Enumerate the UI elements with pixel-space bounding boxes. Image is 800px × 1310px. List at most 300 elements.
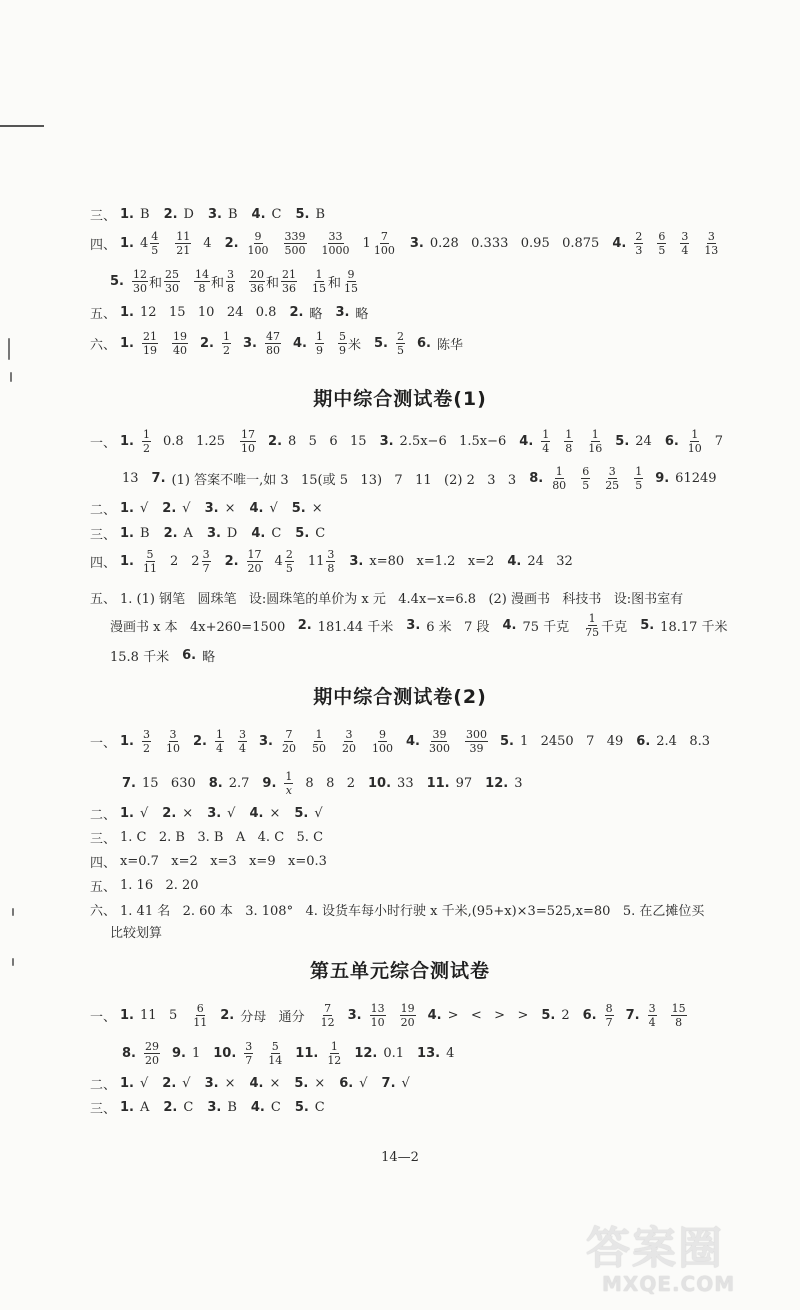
answer-value: × <box>182 806 194 821</box>
question-number: 10. <box>368 776 392 791</box>
question-number: 4. <box>502 618 517 633</box>
answer-row-si <box>90 548 730 575</box>
answer-row-yi <box>90 728 730 755</box>
question-number: 4. <box>427 1008 442 1023</box>
watermark-text: 答案圈 <box>586 1223 724 1274</box>
section-lead: 三、 <box>90 1102 117 1117</box>
numerator: 13 <box>370 1002 385 1015</box>
numerator: 21 <box>143 330 157 343</box>
question-number: 2. <box>200 336 214 351</box>
numerator: 3 <box>327 548 335 561</box>
numerator: 47 <box>265 330 280 343</box>
numerator: 3 <box>202 548 210 561</box>
question-number: 3. <box>207 1100 222 1115</box>
question-number: 2. <box>163 526 178 541</box>
denominator: 15 <box>344 282 359 295</box>
answer-text: 比较划算 <box>110 926 163 941</box>
numerator: 6 <box>582 465 590 478</box>
scan-speck <box>12 908 14 916</box>
question-number: 4. <box>612 236 627 251</box>
question-number: 3. <box>207 806 222 821</box>
question-number: 2. <box>224 236 239 251</box>
answer-value: D <box>183 207 194 222</box>
section-lead: 三、 <box>90 209 117 224</box>
numerator: 1 <box>635 465 643 478</box>
numerator: 300 <box>465 728 487 741</box>
fraction <box>285 548 294 575</box>
answer-value: 4 <box>446 1046 455 1061</box>
fraction <box>247 548 263 575</box>
numerator: 1 <box>555 465 563 478</box>
question-number: 3. <box>349 554 364 569</box>
question-number: 1. <box>120 1100 134 1115</box>
denominator: 7 <box>202 562 210 575</box>
fraction <box>326 548 335 575</box>
section-lead: 一、 <box>90 736 117 751</box>
answer-value: B <box>315 207 326 222</box>
numerator: 25 <box>165 268 179 281</box>
answer-value: B <box>227 207 238 222</box>
numerator: 1 <box>315 330 323 343</box>
answer-value: A <box>140 1100 150 1115</box>
numerator: 1 <box>542 428 550 441</box>
denominator: 5 <box>582 479 590 492</box>
fraction <box>648 1002 657 1029</box>
numerator: 4 <box>151 230 159 243</box>
fraction <box>373 230 396 257</box>
answer-text: 漫画书 x 本 4x+260=1500 <box>110 620 298 635</box>
question-number: 3. <box>335 305 350 320</box>
answer-row-san <box>90 524 730 543</box>
question-number: 5. <box>640 618 655 633</box>
question-number: 3. <box>347 1008 362 1023</box>
denominator: 11 <box>143 562 157 575</box>
question-number: 5. <box>110 274 124 289</box>
question-number: 7. <box>122 776 136 791</box>
section-title: 第五单元综合测试卷 <box>309 960 490 982</box>
section-title: 期中综合测试卷(1) <box>313 388 487 410</box>
fraction <box>465 728 488 755</box>
fraction <box>284 230 307 257</box>
answer-text: 1. 16 2. 20 <box>120 878 199 893</box>
question-number: 6. <box>416 336 431 351</box>
denominator: 4 <box>238 742 246 755</box>
answer-value: C <box>314 1100 325 1115</box>
conjunction-he: 和 <box>266 276 280 291</box>
answer-value: 略 <box>355 307 369 322</box>
denominator: 14 <box>268 1054 283 1067</box>
answer-value: x=80 x=1.2 x=2 <box>369 554 495 569</box>
question-number: 4. <box>249 1076 264 1091</box>
conjunction-he: 和 <box>328 276 342 291</box>
answer-value: C <box>271 526 282 541</box>
numerator: 15 <box>671 1002 686 1015</box>
denominator: 4 <box>542 442 550 455</box>
answer-value: √ <box>140 1076 149 1091</box>
fraction <box>605 1002 614 1029</box>
question-number: 3. <box>258 734 273 749</box>
question-number: 7. <box>625 1008 640 1023</box>
question-number: 5. <box>499 734 514 749</box>
denominator: 4 <box>681 244 689 257</box>
denominator: 100 <box>371 742 393 755</box>
fraction <box>687 428 703 455</box>
numerator: 9 <box>378 728 386 741</box>
question-number: 2. <box>193 734 207 749</box>
fraction <box>202 548 211 575</box>
denominator: 39 <box>469 742 484 755</box>
answer-row-wu <box>90 303 730 322</box>
answer-row-san <box>90 828 730 847</box>
denominator: 19 <box>143 344 157 357</box>
answer-value: 分母 通分 <box>240 1010 305 1025</box>
question-number: 2. <box>163 207 178 222</box>
answer-value: 6 米 7 段 <box>426 620 490 635</box>
answer-row-san <box>90 1098 730 1117</box>
answer-value: 1 2450 7 49 <box>519 734 624 749</box>
fraction <box>164 268 180 295</box>
question-number: 4. <box>249 501 264 516</box>
answer-row-liu-cont <box>110 922 730 941</box>
answer-text: 1. C 2. B 3. B A 4. C 5. C <box>120 830 324 845</box>
denominator: 20 <box>247 562 262 575</box>
answer-row-wu-cont <box>110 612 730 639</box>
question-number: 9. <box>171 1046 186 1061</box>
section-title: 期中综合测试卷(2) <box>313 686 487 708</box>
answer-row-si-q5 <box>110 268 730 295</box>
question-number: 6. <box>664 434 679 449</box>
fraction <box>247 230 270 257</box>
question-number: 4. <box>405 734 420 749</box>
denominator: 40 <box>173 344 187 357</box>
mixed-number <box>275 548 306 575</box>
denominator: 7 <box>245 1054 253 1067</box>
question-number: 4. <box>249 806 264 821</box>
answer-value: D <box>226 526 238 541</box>
numerator: 1 <box>215 728 223 741</box>
question-number: 6. <box>582 1008 597 1023</box>
answer-value: 13 <box>122 471 139 486</box>
answer-value: 0.8 1.25 <box>163 434 226 449</box>
question-number: 3. <box>204 501 219 516</box>
answer-value: 略 <box>202 650 216 665</box>
denominator: 25 <box>605 479 620 492</box>
denominator: 500 <box>284 244 306 257</box>
denominator: 100 <box>247 244 269 257</box>
answer-value: 181.44 千米 <box>317 620 394 635</box>
question-number: 3. <box>242 336 257 351</box>
question-number: 1. <box>120 434 134 449</box>
answer-value: × <box>311 501 323 516</box>
question-number: 1. <box>120 305 134 320</box>
fraction <box>244 1040 253 1067</box>
conjunction-he: 和 <box>211 276 225 291</box>
question-number: 1. <box>120 236 134 251</box>
answer-row-liu <box>90 900 730 919</box>
numerator: 7 <box>324 1002 332 1015</box>
fraction <box>192 1002 208 1029</box>
section-lead: 四、 <box>90 856 117 871</box>
section-lead: 二、 <box>90 808 117 823</box>
fraction <box>341 728 357 755</box>
fraction <box>226 268 235 295</box>
fraction <box>142 330 158 357</box>
denominator: 2 <box>222 344 230 357</box>
denominator: 15 <box>312 282 327 295</box>
fraction <box>396 330 405 357</box>
fraction <box>240 428 256 455</box>
question-number: 1. <box>120 1076 134 1091</box>
numerator: 33 <box>328 230 343 243</box>
fraction <box>541 428 550 455</box>
numerator: 11 <box>176 230 191 243</box>
answer-value: × <box>224 501 236 516</box>
answer-row-si <box>90 852 730 871</box>
section-lead: 六、 <box>90 338 117 353</box>
denominator: 8 <box>675 1016 683 1029</box>
question-number: 12. <box>485 776 509 791</box>
question-number: 1. <box>120 526 134 541</box>
fraction <box>265 330 281 357</box>
answer-value: 4 <box>203 236 212 251</box>
numerator: 3 <box>143 728 150 741</box>
question-number: 3. <box>379 434 394 449</box>
watermark-logo <box>586 1212 786 1304</box>
answer-value: 2 <box>170 554 179 569</box>
question-number: 5. <box>615 434 630 449</box>
answer-value: 8 8 2 <box>305 776 356 791</box>
denominator: 12 <box>327 1054 342 1067</box>
numerator: 8 <box>605 1002 613 1015</box>
numerator: 3 <box>169 728 177 741</box>
denominator: 2 <box>143 742 150 755</box>
denominator: 100 <box>373 244 395 257</box>
answer-value: √ <box>182 501 191 516</box>
answer-value: C <box>315 526 326 541</box>
fraction <box>551 465 567 492</box>
question-number: 5. <box>541 1008 556 1023</box>
section-lead: 五、 <box>90 592 117 607</box>
question-number: 3. <box>206 526 221 541</box>
answer-row-yi-cont <box>122 1040 730 1067</box>
denominator: 13 <box>704 244 719 257</box>
section-lead: 五、 <box>90 307 117 322</box>
question-number: 8. <box>529 471 544 486</box>
question-number: 6. <box>636 734 651 749</box>
fraction <box>194 268 210 295</box>
answer-value: 2.4 8.3 <box>656 734 711 749</box>
denominator: 30 <box>132 282 147 295</box>
question-number: 3. <box>207 207 222 222</box>
numerator: 9 <box>347 268 355 281</box>
answer-value: C <box>183 1100 194 1115</box>
numerator: 1 <box>588 612 596 625</box>
mixed-number <box>308 548 348 575</box>
fraction <box>315 330 324 357</box>
answer-value: √ <box>182 1076 191 1091</box>
denominator: 300 <box>428 742 450 755</box>
question-number: 2. <box>297 618 312 633</box>
answer-value: B <box>140 207 150 222</box>
fraction <box>215 728 224 755</box>
answer-value: √ <box>359 1076 368 1091</box>
denominator: 20 <box>144 1054 159 1067</box>
question-number: 5. <box>373 336 388 351</box>
numerator: 1 <box>315 268 323 281</box>
question-number: 4. <box>519 434 534 449</box>
section-lead: 一、 <box>90 1010 117 1025</box>
numerator: 5 <box>271 1040 279 1053</box>
numerator: 29 <box>144 1040 159 1053</box>
fraction <box>311 728 327 755</box>
answer-row-wu <box>90 588 730 607</box>
denominator: 9 <box>315 344 323 357</box>
denominator: 36 <box>282 282 297 295</box>
question-number: 6. <box>339 1076 354 1091</box>
denominator: 80 <box>265 344 280 357</box>
fraction <box>634 230 643 257</box>
fraction <box>150 230 159 257</box>
denominator: 5 <box>635 479 643 492</box>
question-number: 2. <box>163 1100 178 1115</box>
numerator: 3 <box>345 728 353 741</box>
answer-value: 15.8 千米 <box>110 650 170 665</box>
answer-value: 97 <box>455 776 473 791</box>
numerator: 1 <box>691 428 699 441</box>
answer-value: 24 <box>635 434 652 449</box>
answer-text: x=0.7 x=2 x=3 x=9 x=0.3 <box>120 854 327 869</box>
fraction <box>281 268 297 295</box>
fraction <box>371 728 394 755</box>
denominator: 2 <box>143 442 150 455</box>
answer-value: √ <box>269 501 278 516</box>
answer-row-si <box>90 230 730 257</box>
denominator: 4 <box>215 742 223 755</box>
numerator: 1 <box>285 770 293 783</box>
numerator: 12 <box>132 268 147 281</box>
denominator: 21 <box>176 244 191 257</box>
fraction <box>132 268 148 295</box>
fraction <box>321 230 351 257</box>
numerator: 7 <box>285 728 293 741</box>
question-number: 10. <box>213 1046 237 1061</box>
question-number: 1. <box>120 207 134 222</box>
question-number: 4. <box>251 207 266 222</box>
answer-value: > < > > <box>447 1008 529 1023</box>
denominator: 5 <box>151 244 159 257</box>
answer-value: 61249 <box>675 471 717 486</box>
numerator: 1 <box>315 728 323 741</box>
numerator: 3 <box>681 230 689 243</box>
question-number: 5. <box>294 1100 309 1115</box>
answer-value: 陈华 <box>436 338 463 353</box>
section-lead: 三、 <box>90 528 117 543</box>
section-lead: 一、 <box>90 436 117 451</box>
fraction <box>338 330 347 357</box>
fraction <box>370 1002 386 1029</box>
answer-value: (1) 答案不唯一,如 3 15(或 5 13) 7 11 (2) 2 3 3 <box>171 473 517 488</box>
mixed-number <box>140 230 171 257</box>
fraction <box>267 1040 283 1067</box>
answer-value: 0.28 0.333 0.95 0.875 <box>429 236 600 251</box>
answer-value: 2.5x−6 1.5x−6 <box>399 434 507 449</box>
fraction <box>657 230 666 257</box>
numerator: 9 <box>254 230 262 243</box>
unit: 千克 <box>601 620 628 635</box>
watermark-url: MXQE.COM <box>602 1272 736 1296</box>
mixed-number <box>191 548 222 575</box>
numerator: 39 <box>432 728 447 741</box>
fraction <box>281 728 297 755</box>
question-number: 1. <box>120 734 134 749</box>
answer-value: 7 <box>714 434 724 449</box>
numerator: 2 <box>635 230 643 243</box>
question-number: 13. <box>417 1046 441 1061</box>
section-lead: 四、 <box>90 238 117 253</box>
question-number: 3. <box>204 1076 219 1091</box>
question-number: 7. <box>151 471 166 486</box>
denominator: 8 <box>198 282 206 295</box>
question-number: 12. <box>354 1046 378 1061</box>
question-number: 8. <box>208 776 223 791</box>
answer-value: × <box>269 1076 281 1091</box>
section-lead: 三、 <box>90 832 117 847</box>
question-number: 6. <box>182 648 197 663</box>
fraction <box>581 465 590 492</box>
numerator: 1 <box>565 428 573 441</box>
question-number: 11. <box>426 776 450 791</box>
fraction <box>249 268 265 295</box>
answer-row-er <box>90 804 730 823</box>
numerator: 7 <box>380 230 388 243</box>
denominator: 8 <box>327 562 335 575</box>
denominator: 80 <box>552 479 567 492</box>
answer-value: 8 5 6 15 <box>288 434 367 449</box>
denominator: 5 <box>285 562 293 575</box>
denominator: 5 <box>396 344 404 357</box>
section-lead: 二、 <box>90 503 117 518</box>
fraction <box>142 548 158 575</box>
answer-value: 33 <box>397 776 414 791</box>
denominator: 8 <box>565 442 573 455</box>
question-number: 1. <box>120 806 134 821</box>
conjunction-he: 和 <box>148 276 162 291</box>
question-number: 2. <box>289 305 304 320</box>
answer-value: C <box>270 1100 281 1115</box>
question-number: 2. <box>162 806 177 821</box>
question-number: 5. <box>295 526 310 541</box>
numerator: 1 <box>330 1040 338 1053</box>
denominator: 1000 <box>321 244 350 257</box>
whole-part: 1 <box>362 236 371 251</box>
denominator: 12 <box>320 1016 335 1029</box>
question-number: 2. <box>162 1076 177 1091</box>
fraction <box>604 465 620 492</box>
answer-value: × <box>269 806 281 821</box>
answer-row-san <box>90 205 730 224</box>
fraction <box>671 1002 687 1029</box>
numerator: 3 <box>238 728 246 741</box>
answer-value: B <box>140 526 150 541</box>
answer-value: 3 <box>514 776 523 791</box>
question-number: 5. <box>294 1076 309 1091</box>
numerator: 339 <box>284 230 306 243</box>
numerator: 3 <box>245 1040 253 1053</box>
denominator: 16 <box>588 442 603 455</box>
denominator: 75 <box>585 626 600 639</box>
answer-text: 1. (1) 钢笔 圆珠笔 设:圆珠笔的单价为 x 元 4.4x−x=6.8 (2) 漫画书 科技书 设:图书室有 <box>120 592 684 607</box>
fraction <box>142 428 151 455</box>
